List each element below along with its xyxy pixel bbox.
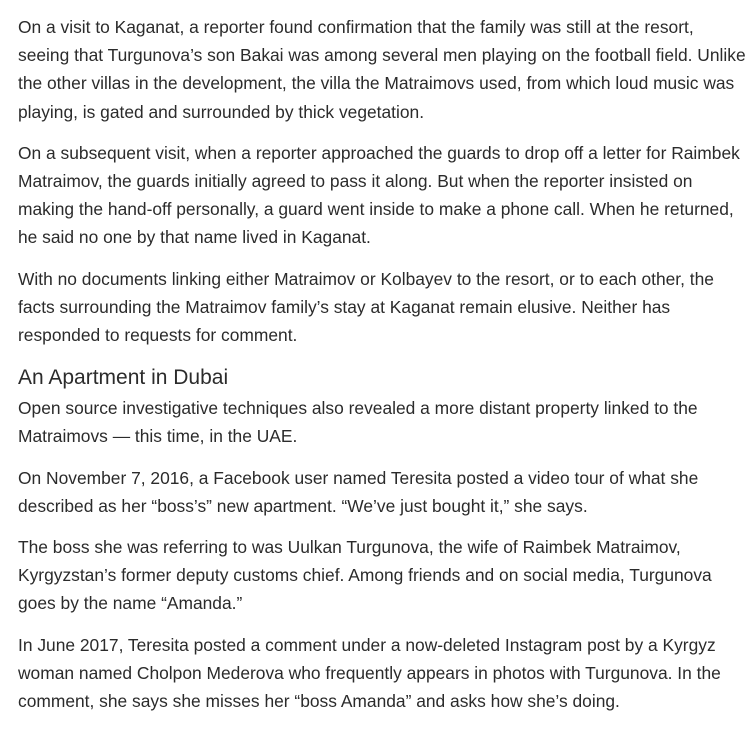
paragraph: With no documents linking either Matraimov or Kolbayev to the resort, or to each other, the facts surrounding the Matraimov family’s stay at Kaganat remain elusive. Neither has responded to requests for comment. (18, 268, 714, 346)
paragraph: On a subsequent visit, when a reporter approached the guards to drop off a letter for Raimbek Matraimov, the guards initially agreed to pass it along. But when the reporter insisted on making the hand-off personally, a guard went inside to make a phone call. When he returned, he said no one by that name lived in Kaganat. (18, 142, 740, 248)
paragraph: In June 2017, Teresita posted a comment under a now-deleted Instagram post by a Kyrgyz woman named Cholpon Mederova who frequently appears in photos with Turgunova. In the comment, she says she misses her “boss Amanda” and asks how she’s doing. (18, 634, 721, 712)
paragraph: On November 7, 2016, a Facebook user named Teresita posted a video tour of what she described as her “boss’s” new apartment. “We’ve just bought it,” she says. (18, 467, 699, 516)
paragraph: Open source investigative techniques also revealed a more distant property linked to the Matraimovs — this time, in the UAE. (18, 398, 698, 447)
paragraph: The boss she was referring to was Uulkan Turgunova, the wife of Raimbek Matraimov, Kyrgyzstan’s former deputy customs chief. Among friends and on social media, Turgunova goes by the name “Amanda.” (18, 537, 712, 614)
section-heading: An Apartment in Dubai (18, 366, 229, 390)
paragraph: On a visit to Kaganat, a reporter found confirmation that the family was still at the resort, seeing that Turgunova’s son Bakai was among several men playing on the football field. Unlike the other villas in the development, the villa the Matraimovs used, from which loud music was playing, is gated and surrounded by thick vegetation. (18, 17, 746, 122)
article-body (18, 13, 748, 728)
